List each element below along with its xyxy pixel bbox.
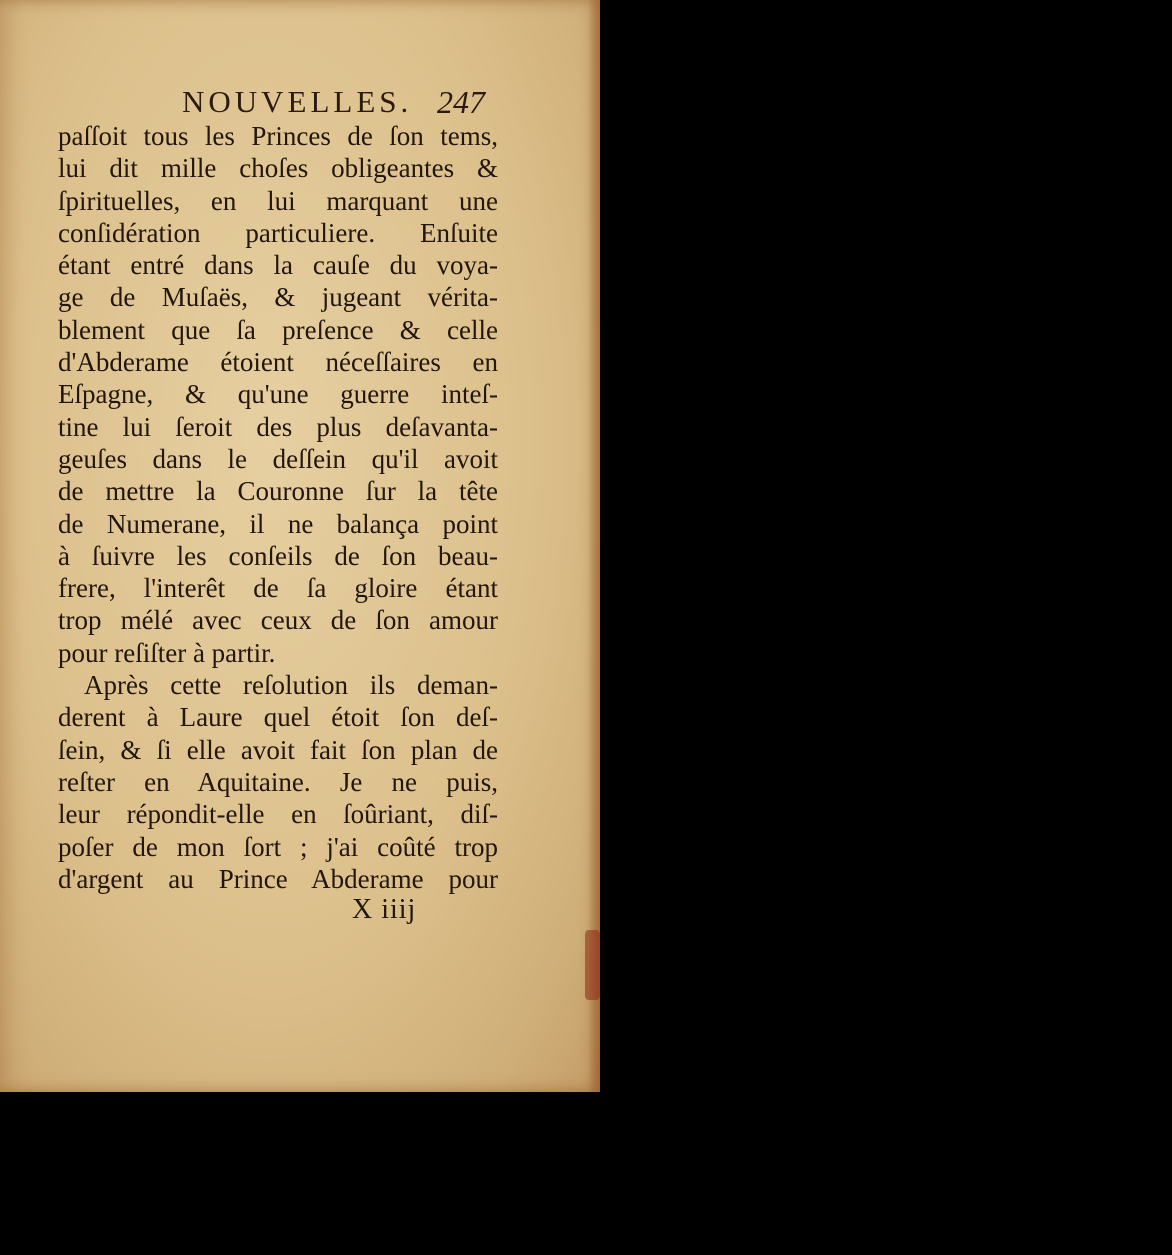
- text-line: trop mélé avec ceux de ſon amour: [58, 605, 498, 636]
- page-edge-shadow: [588, 0, 600, 1092]
- text-line: lui dit mille choſes obligeantes &: [58, 153, 498, 184]
- text-line: ſpirituelles, en lui marquant une: [58, 185, 498, 216]
- text-line: conſidération particuliere. Enſuite: [58, 217, 498, 248]
- text-line: de mettre la Couronne ſur la tête: [58, 476, 498, 507]
- text-line: d'Abderame étoient néceſſaires en: [58, 347, 498, 378]
- text-line: Eſpagne, & qu'une guerre inteſ-: [58, 379, 498, 410]
- text-line: frere, l'interêt de ſa gloire étant: [58, 573, 498, 604]
- page-edge-stain: [585, 930, 600, 1000]
- text-line: poſer de mon ſort ; j'ai coûté trop: [58, 831, 498, 862]
- text-line: leur répondit-elle en ſoûriant, diſ-: [58, 799, 498, 830]
- page-number: 247: [437, 84, 485, 120]
- book-page: [0, 0, 600, 1092]
- signature-mark: X iiij: [352, 894, 417, 925]
- text-line: à ſuivre les conſeils de ſon beau-: [58, 540, 498, 571]
- body-text: [58, 120, 498, 895]
- page-header: [0, 84, 600, 124]
- text-line: ge de Muſaës, & jugeant vérita-: [58, 282, 498, 313]
- text-line: blement que ſa preſence & celle: [58, 314, 498, 345]
- text-line: paſſoit tous les Princes de ſon tems,: [58, 121, 498, 151]
- text-line: de Numerane, il ne balança point: [58, 508, 498, 539]
- text-line: derent à Laure quel étoit ſon deſ-: [58, 702, 498, 733]
- text-line: d'argent au Prince Abderame pour: [58, 863, 498, 894]
- text-line: pour reſiſter à partir.: [58, 637, 276, 668]
- paragraph-start-line: Après cette reſolution ils deman-: [84, 670, 498, 701]
- running-head: NOUVELLES.: [182, 84, 413, 119]
- text-line: étant entré dans la cauſe du voya-: [58, 250, 498, 281]
- text-line: ſein, & ſi elle avoit fait ſon plan de: [58, 734, 498, 765]
- text-line: reſter en Aquitaine. Je ne puis,: [58, 766, 498, 797]
- text-line: geuſes dans le deſſein qu'il avoit: [58, 443, 498, 474]
- text-line: tine lui ſeroit des plus deſavanta-: [58, 411, 498, 442]
